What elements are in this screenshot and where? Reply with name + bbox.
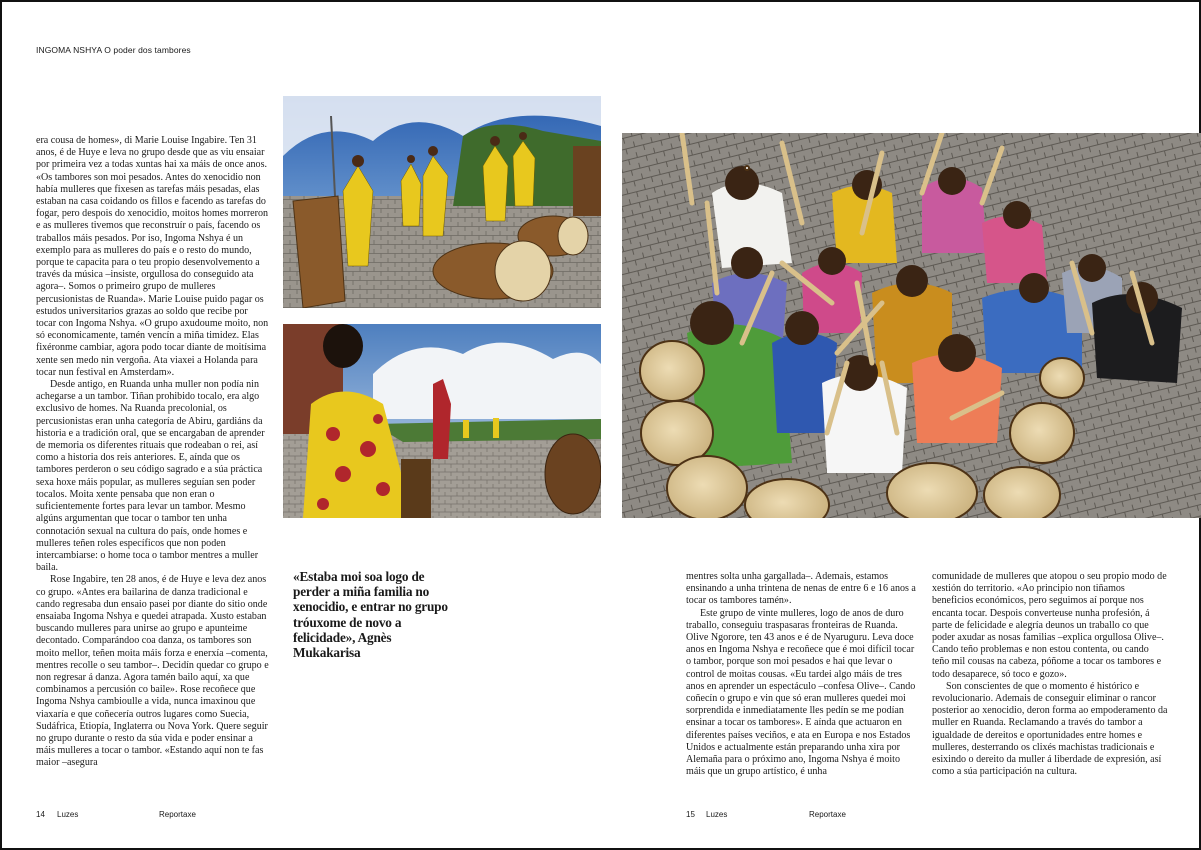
folio-section: Reportaxe xyxy=(159,810,196,819)
folio-magazine: Luzes xyxy=(57,810,79,819)
right-text-column-2 xyxy=(932,571,1168,778)
paragraph: Son conscientes de que o momento é histórico e revolucionario. Ademais de conseguir eliminar o rancor posterior ao xenocidio, deron forma ao empoderamento da muller en Ruanda. Reclamando a través do tambor a igualdade de dereitos e oportunidades entre homes e mulleres, desterrando os clixés machistas tradicionais e esixindo o dereito da muller á liberdade de expresión, así como a súa participación na cultura. xyxy=(932,680,1168,778)
right-text-column-1 xyxy=(686,571,918,778)
paragraph: Desde antigo, en Ruanda unha muller non podía nin achegarse a un tambor. Tiñan prohibido tocalo, era algo exclusivo de homes. Na Ruanda precolonial, os percusionistas eran unha categoría de Abiru, gardiáns da historia e a tradición oral, que se encargaban de aprender de memoria os diferentes rituais que rodeaban o rei, así como a historia dos reis anteriores. E, aínda que os tambores perderon o seu código sagrado e a súa práctica sexa hoxe máis popular, as mulleres seguían sen poder tocalos. Moita xente pensaba que non eran o suficientemente fortes para levar un tambor. Mesmo algúns argumentan que tocar o tambor ten unha connotación sexual na cultura do país, onde homes e mulleres teñen roles específicos que non poden intercambiarse: o home toca o tambor mentres a muller baila. xyxy=(36,379,265,574)
paragraph: mentres solta unha gargallada–. Ademais, estamos ensinando a unha trintena de nenas de entre 6 e 16 anos a tocar os tambores tamén». xyxy=(686,571,916,607)
right-page xyxy=(600,0,1201,850)
paragraph: era cousa de homes», di Marie Louise Ingabire. Ten 31 anos, é de Huye e leva no grupo desde que as viu ensaiar por primeira vez a todas xuntas hai xa máis de once anos. «Os tambores son moi pesados. Antes do xenocidio non había mulleres que fixesen as tarefas máis pesadas, elas estaban na casa coidando os fillos e facendo as tarefas do fogar, pero despois do xenocidio, moitos homes morreron e as mulleres tivemos que reconstruír o país, facendo os traballos máis pesados. Por iso, Ingoma Nshya é un exemplo para as mulleres do país e o resto do mundo, porque te capacita para o teu propio desenvolvemento a través da música –insiste, orgullosa do conseguido ata agora–. Somos o primeiro grupo de mulleres percusionistas de Ruanda». Marie Louise puido pagar os estudos universitarios grazas ao soldo que recibe por tocar con Ingoma Nshya. «O grupo axudoume moito, non só economicamente, tamén vencín a miña timidez. Elas fixéronme cambiar, agora podo tocar diante de moitísima xente sen medo nin vergoña. Ata viaxei a Holanda para tocar nun festival en Amsterdam». xyxy=(36,135,269,378)
folio-section: Reportaxe xyxy=(809,810,846,819)
pull-quote: «Estaba moi soa logo de perder a miña familia no xenocidio, e entrar no grupo tróuxome de novo a felicidade», Agnès Mukakarisa xyxy=(293,569,448,661)
photo-drummer-group xyxy=(622,133,1201,518)
paragraph: comunidade de mulleres que atopou o seu propio modo de xestión do territorio. «Ao principio non tiñamos beneficios económicos, pero seguimos aí porque nos encanta tocar. Despois converteuse nunha profesión, á parte de felicidade e alegría deunos un traballo co que poder axudar as nosas familias –explica orgullosa Olive–. Cando teño problemas e non estou contenta, ou cando teño mil cousas na cabeza, póñome a tocar os tambores e todo desaparece, só toco e gozo». xyxy=(932,571,1167,680)
left-text-column xyxy=(36,135,269,770)
paragraph: Este grupo de vinte mulleres, logo de anos de duro traballo, conseguiu traspasaras fronteiras de Ruanda. Olive Ngorore, ten 43 anos e é de Nyaruguru. Leva doce anos en Ingoma Nshya e recoñece que é moi difícil tocar o tambor, porque son moi pesados e hai que levar o control de moitas cousas. «Eu tardei algo máis de tres anos en aprender un espectáculo –confesa Olive–. Cando coñecín o grupo e vin que só eran mulleres quedei moi sorprendida e inmediatamente lles pedín se me podían ensinar a tocar os tambores». E aínda que actuaron en diferentes países veciños, e ata en Europa e nos Estados Unidos e actualmente están preparando unha xira por Alemaña para o próximo ano, Ingoma Nshya é moito máis que un grupo artístico, é unha xyxy=(686,607,916,778)
running-head: INGOMA NSHYA O poder dos tambores xyxy=(36,45,191,55)
photo-dancer-foreground xyxy=(283,324,601,518)
paragraph: Rose Ingabire, ten 28 anos, é de Huye e leva dez anos co grupo. «Antes era bailarina de danza tradicional e cando regresaba dun ensaio pasei por diante do sitio onde ensaiaba Ingoma Nshya e quedei atrapada. Xusto estaban buscando mulleres para unirse ao grupo e apunteime decontado. Comparándoo coa danza, os tambores son moito mellor, teñen moita máis forza e enerxía –comenta, mentres recolle o seu tambor–. Decidín quedar co grupo e non regresar á danza. Agora tamén bailo aquí, xa que combinamos a percusión co baile». Rose recoñece que Ingoma Nshya cambioulle a vida, nunca imaxinou que viaxaría e que coñecería outros lugares como Suecia, Sudáfrica, Etiopía, Inglaterra ou Nova York. Quere seguir no grupo durante o resto da súa vida e poder ensinar a máis mulleres a tocar o tambor. «Estando aquí non te fas maior –asegura xyxy=(36,574,269,769)
folio-magazine: Luzes xyxy=(706,810,728,819)
left-page xyxy=(0,0,600,850)
folio-page-number: 15 xyxy=(686,810,695,819)
folio-page-number: 14 xyxy=(36,810,45,819)
photo-drummers-dancing xyxy=(283,96,601,308)
